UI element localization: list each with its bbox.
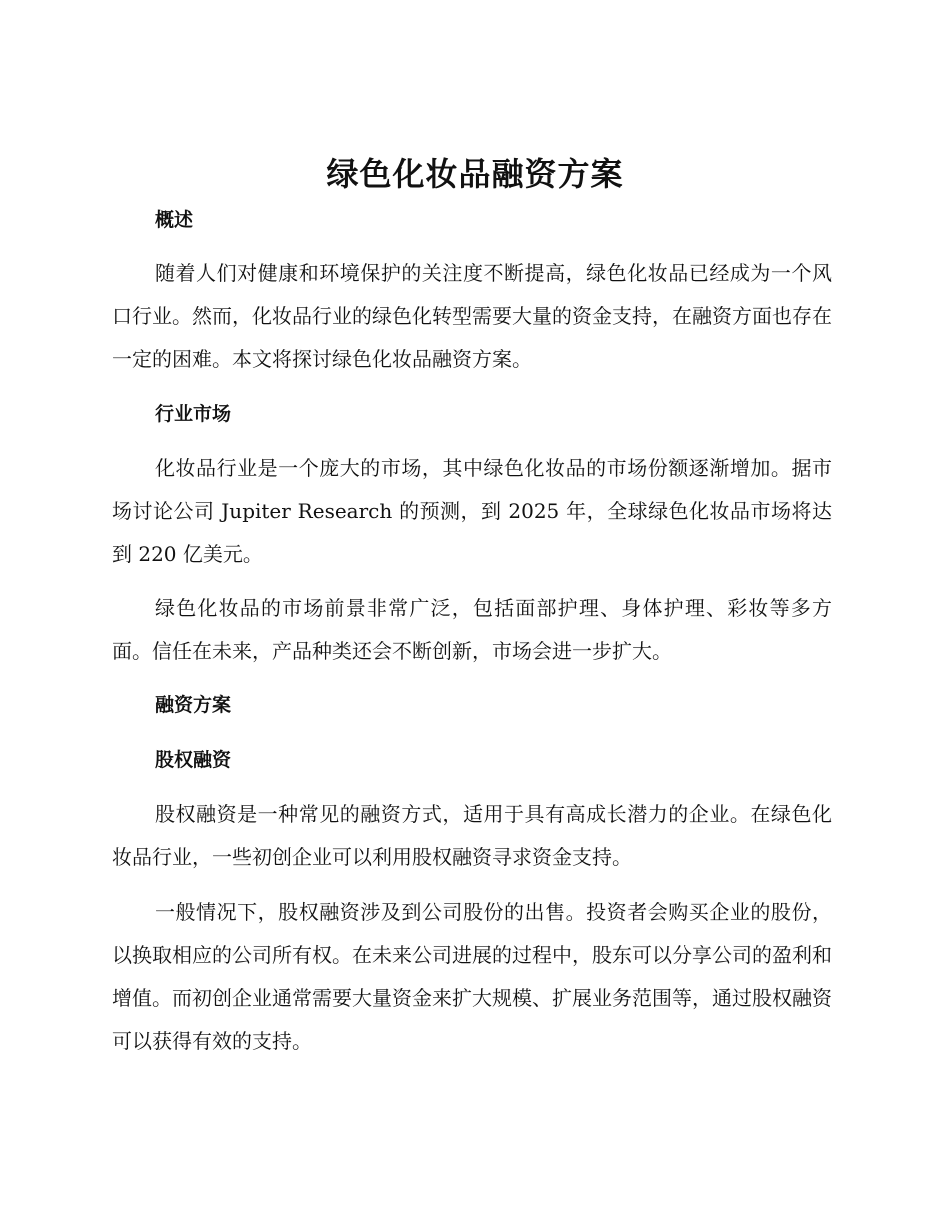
section-heading-industry-market: 行业市场 (155, 403, 232, 425)
equity-financing-paragraph-2: 一般情况下，股权融资涉及到公司股份的出售。投资者会购买企业的股份，以换取相应的公司所有权。在未来公司进展的过程中，股东可以分享公司的盈利和增值。而初创企业通常需要大量资金来扩大规模、扩展业务范围等，通过股权融资可以获得有效的支持。 (112, 900, 832, 1053)
overview-paragraph: 随着人们对健康和环境保护的关注度不断提高，绿色化妆品已经成为一个风口行业。然而，化妆品行业的绿色化转型需要大量的资金支持，在融资方面也存在一定的困难。本文将探讨绿色化妆品融资方案。 (112, 261, 832, 371)
industry-market-paragraph-2: 绿色化妆品的市场前景非常广泛，包括面部护理、身体护理、彩妆等多方面。信任在未来，产品种类还会不断创新，市场会进一步扩大。 (112, 596, 832, 663)
section-heading-financing-plan: 融资方案 (155, 694, 232, 716)
industry-market-paragraph-1: 化妆品行业是一个庞大的市场，其中绿色化妆品的市场份额逐渐增加。据市场讨论公司 Jupiter Research 的预测，到 2025 年，全球绿色化妆品市场将达到 220 亿美元。 (112, 456, 832, 566)
equity-financing-paragraph-1: 股权融资是一种常见的融资方式，适用于具有高成长潜力的企业。在绿色化妆品行业，一些初创企业可以利用股权融资寻求资金支持。 (112, 802, 832, 869)
document-title: 绿色化妆品融资方案 (326, 155, 624, 193)
section-heading-overview: 概述 (155, 209, 194, 231)
subsection-heading-equity-financing: 股权融资 (155, 749, 232, 771)
